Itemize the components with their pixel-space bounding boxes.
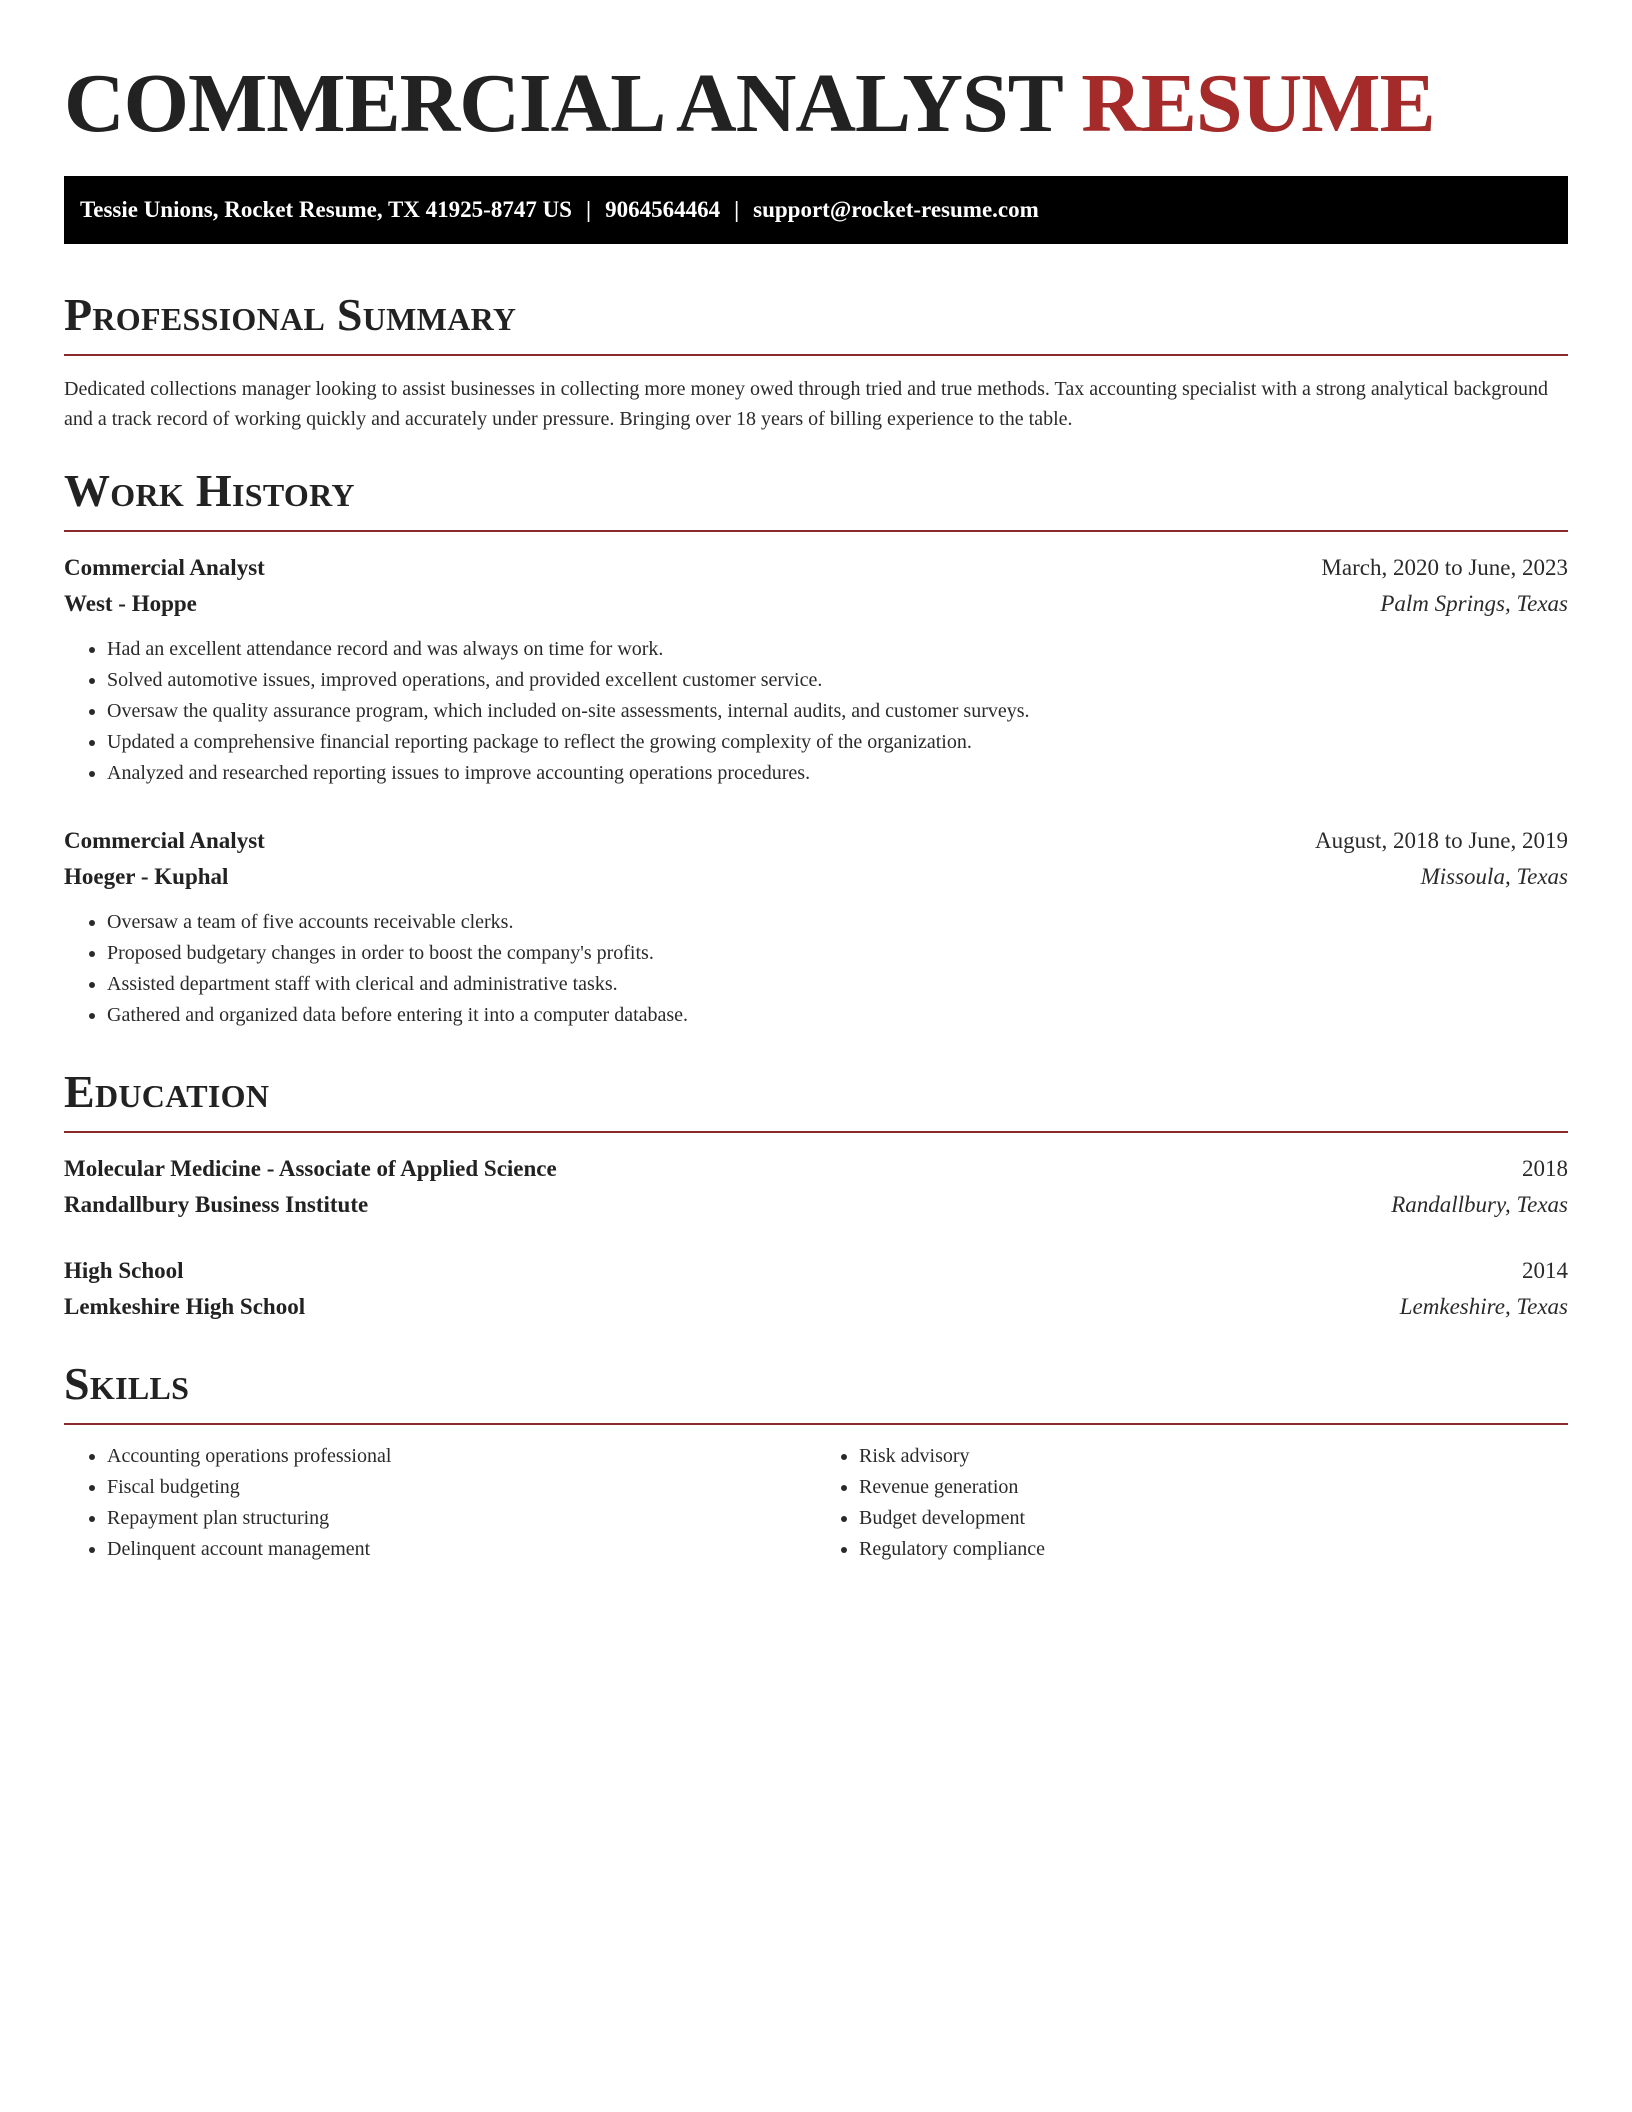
list-item: • Assisted department staff with clerical and administrative tasks.	[107, 969, 1568, 1000]
list-item: • Analyzed and researched reporting issues to improve accounting operations procedures.	[107, 758, 1568, 789]
job-bullets	[64, 907, 1568, 1031]
title-main: COMMERCIAL ANALYST	[64, 57, 1062, 150]
list-item: • Budget development	[859, 1503, 1568, 1534]
education-entry	[64, 1151, 1568, 1223]
contact-bar	[64, 176, 1568, 244]
skills-list-right	[816, 1441, 1568, 1565]
skills-heading: Skills	[64, 1357, 1568, 1425]
education-entry	[64, 1253, 1568, 1325]
list-item: • Updated a comprehensive financial reporting package to reflect the growing complexity of the organization.	[107, 727, 1568, 758]
education-degree-row	[64, 1253, 1568, 1289]
education-school-row	[64, 1289, 1568, 1325]
education-location: Lemkeshire, Texas	[1399, 1294, 1568, 1319]
list-item: • Oversaw a team of five accounts receivable clerks.	[107, 907, 1568, 938]
education-degree-row	[64, 1151, 1568, 1187]
education-school: Lemkeshire High School	[64, 1294, 306, 1319]
resume-title	[64, 56, 1568, 152]
job-bullets	[64, 634, 1568, 789]
education-year: 2014	[1522, 1258, 1568, 1283]
education-degree: High School	[64, 1258, 184, 1283]
contact-email: support@rocket-resume.com	[753, 197, 1039, 222]
education-school-row	[64, 1187, 1568, 1223]
job-dates: August, 2018 to June, 2019	[1315, 828, 1568, 853]
job-header-row	[64, 550, 1568, 586]
list-item: • Gathered and organized data before entering it into a computer database.	[107, 1000, 1568, 1031]
job-entry	[64, 550, 1568, 789]
job-company-row	[64, 859, 1568, 895]
job-location: Palm Springs, Texas	[1380, 591, 1568, 616]
education-location: Randallbury, Texas	[1391, 1192, 1568, 1217]
list-item: • Delinquent account management	[107, 1534, 816, 1565]
list-item: • Proposed budgetary changes in order to boost the company's profits.	[107, 938, 1568, 969]
contact-separator: |	[734, 197, 740, 222]
job-title: Commercial Analyst	[64, 828, 265, 853]
work-history-heading: Work History	[64, 464, 1568, 532]
job-company: Hoeger - Kuphal	[64, 864, 229, 889]
job-header-row	[64, 823, 1568, 859]
job-location: Missoula, Texas	[1420, 864, 1568, 889]
job-title: Commercial Analyst	[64, 555, 265, 580]
job-dates: March, 2020 to June, 2023	[1321, 555, 1568, 580]
education-heading: Education	[64, 1065, 1568, 1133]
list-item: • Revenue generation	[859, 1472, 1568, 1503]
education-school: Randallbury Business Institute	[64, 1192, 369, 1217]
skills-list-left	[64, 1441, 816, 1565]
contact-address: Tessie Unions, Rocket Resume, TX 41925-8747 US	[80, 197, 572, 222]
list-item: • Fiscal budgeting	[107, 1472, 816, 1503]
summary-text: Dedicated collections manager looking to assist businesses in collecting more money owed through tried and true methods. Tax accounting specialist with a strong analytical background and a track record of working quickly and accurately under pressure. Bringing over 18 years of billing experience to the table.	[64, 378, 1548, 430]
list-item: • Risk advisory	[859, 1441, 1568, 1472]
job-company: West - Hoppe	[64, 591, 197, 616]
contact-phone: 9064564464	[605, 197, 721, 222]
skills-grid	[64, 1441, 1568, 1565]
education-year: 2018	[1522, 1156, 1568, 1181]
contact-separator: |	[585, 197, 592, 222]
list-item: • Regulatory compliance	[859, 1534, 1568, 1565]
job-entry	[64, 823, 1568, 1031]
job-company-row	[64, 586, 1568, 622]
list-item: • Oversaw the quality assurance program, which included on-site assessments, internal audits, and customer surveys.	[107, 696, 1568, 727]
list-item: • Repayment plan structuring	[107, 1503, 816, 1534]
list-item: • Accounting operations professional	[107, 1441, 816, 1472]
title-accent: RESUME	[1081, 57, 1435, 150]
summary-heading: Professional Summary	[64, 288, 1568, 356]
list-item: • Solved automotive issues, improved operations, and provided excellent customer service.	[107, 665, 1568, 696]
list-item: • Had an excellent attendance record and was always on time for work.	[107, 634, 1568, 665]
education-degree: Molecular Medicine - Associate of Applied Science	[64, 1156, 557, 1181]
